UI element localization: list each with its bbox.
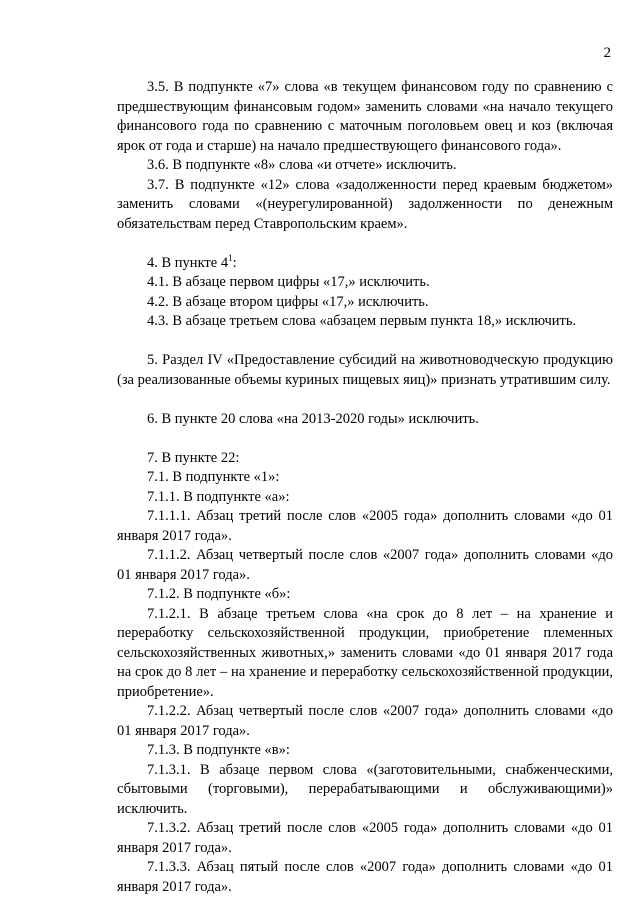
document-body — [117, 78, 613, 897]
paragraph-text: 7.1.2. В подпункте «б»: — [147, 586, 291, 602]
paragraph — [117, 293, 613, 313]
paragraph-text: 7.1.2.2. Абзац четвертый после слов «2007 года» дополнить словами «до 01 января 2017 года». — [117, 703, 613, 739]
paragraph-text: 3.6. В подпункте «8» слова «и отчете» исключить. — [147, 157, 457, 173]
paragraph-text: 3.5. В подпункте «7» слова «в текущем финансовом году по сравнению с предшествующим финансовым годом» заменить словами «на начало текущего финансового года по сравнению с маточным поголовьем овец и коз (включая ярок от года и старше) на начало предшествующего финансового года». — [117, 79, 613, 154]
paragraph-text: 4. В пункте 4 — [147, 254, 229, 271]
paragraph-text: 4.1. В абзаце первом цифры «17,» исключить. — [147, 274, 430, 290]
paragraph-tail: : — [232, 254, 237, 271]
paragraph — [117, 468, 613, 488]
paragraph — [117, 449, 613, 469]
paragraph-text: 7.1. В подпункте «1»: — [147, 469, 280, 485]
paragraph — [117, 78, 613, 156]
paragraph-text: 7.1.3.2. Абзац третий после слов «2005 года» дополнить словами «до 01 января 2017 года». — [117, 820, 613, 856]
paragraph — [117, 410, 613, 430]
paragraph — [117, 761, 613, 820]
paragraph — [117, 351, 613, 390]
paragraph-text: 5. Раздел IV «Предоставление субсидий на животноводческую продукцию (за реализованные объемы куриных пищевых яиц)» признать утратившим силу. — [117, 352, 613, 388]
paragraph-text: 3.7. В подпункте «12» слова «задолженности перед краевым бюджетом» заменить словами «(неурегулированной) задолженности по денежным обязательствам перед Ставропольским краем». — [117, 176, 613, 232]
paragraph-text: 7. В пункте 22: — [147, 449, 240, 466]
paragraph — [117, 819, 613, 858]
paragraph-text: 4.3. В абзаце третьем слова «абзацем первым пункта 18,» исключить. — [147, 313, 577, 329]
paragraph-text: 7.1.1.1. Абзац третий после слов «2005 года» дополнить словами «до 01 января 2017 года». — [117, 508, 613, 544]
paragraph — [117, 702, 613, 741]
paragraph-text: 7.1.3. В подпункте «в»: — [147, 742, 290, 758]
page-number: 2 — [603, 45, 611, 61]
paragraph-text: 7.1.1.2. Абзац четвертый после слов «2007 года» дополнить словами «до 01 января 2017 года». — [117, 547, 613, 583]
paragraph — [117, 254, 613, 274]
paragraph — [117, 507, 613, 546]
paragraph — [117, 488, 613, 508]
paragraph — [117, 741, 613, 761]
paragraph — [117, 176, 613, 235]
paragraph — [117, 858, 613, 897]
paragraph-text: 7.1.3.3. Абзац пятый после слов «2007 года» дополнить словами «до 01 января 2017 года». — [117, 859, 613, 895]
paragraph — [117, 312, 613, 332]
paragraph — [117, 605, 613, 703]
paragraph — [117, 585, 613, 605]
paragraph — [117, 546, 613, 585]
paragraph — [117, 273, 613, 293]
paragraph-text: 4.2. В абзаце втором цифры «17,» исключить. — [147, 293, 429, 310]
paragraph-text: 7.1.3.1. В абзаце первом слова «(заготовительными, снабженческими, сбытовыми (торговыми), перерабатывающими и обслуживающими)» исключить. — [117, 761, 613, 817]
paragraph — [117, 156, 613, 176]
superscript: 1 — [228, 252, 233, 263]
paragraph-text: 7.1.2.1. В абзаце третьем слова «на срок до 8 лет – на хранение и переработку сельскохозяйственной продукции, приобретение племенных сельскохозяйственных животных,» заменить словами «до 01 января 2017 года на срок до 8 лет – на хранение и переработку сельскохозяйственной продукции, приобретение». — [117, 605, 613, 700]
paragraph-text: 7.1.1. В подпункте «а»: — [147, 488, 290, 505]
paragraph-text: 6. В пункте 20 слова «на 2013-2020 годы» исключить. — [147, 410, 479, 427]
